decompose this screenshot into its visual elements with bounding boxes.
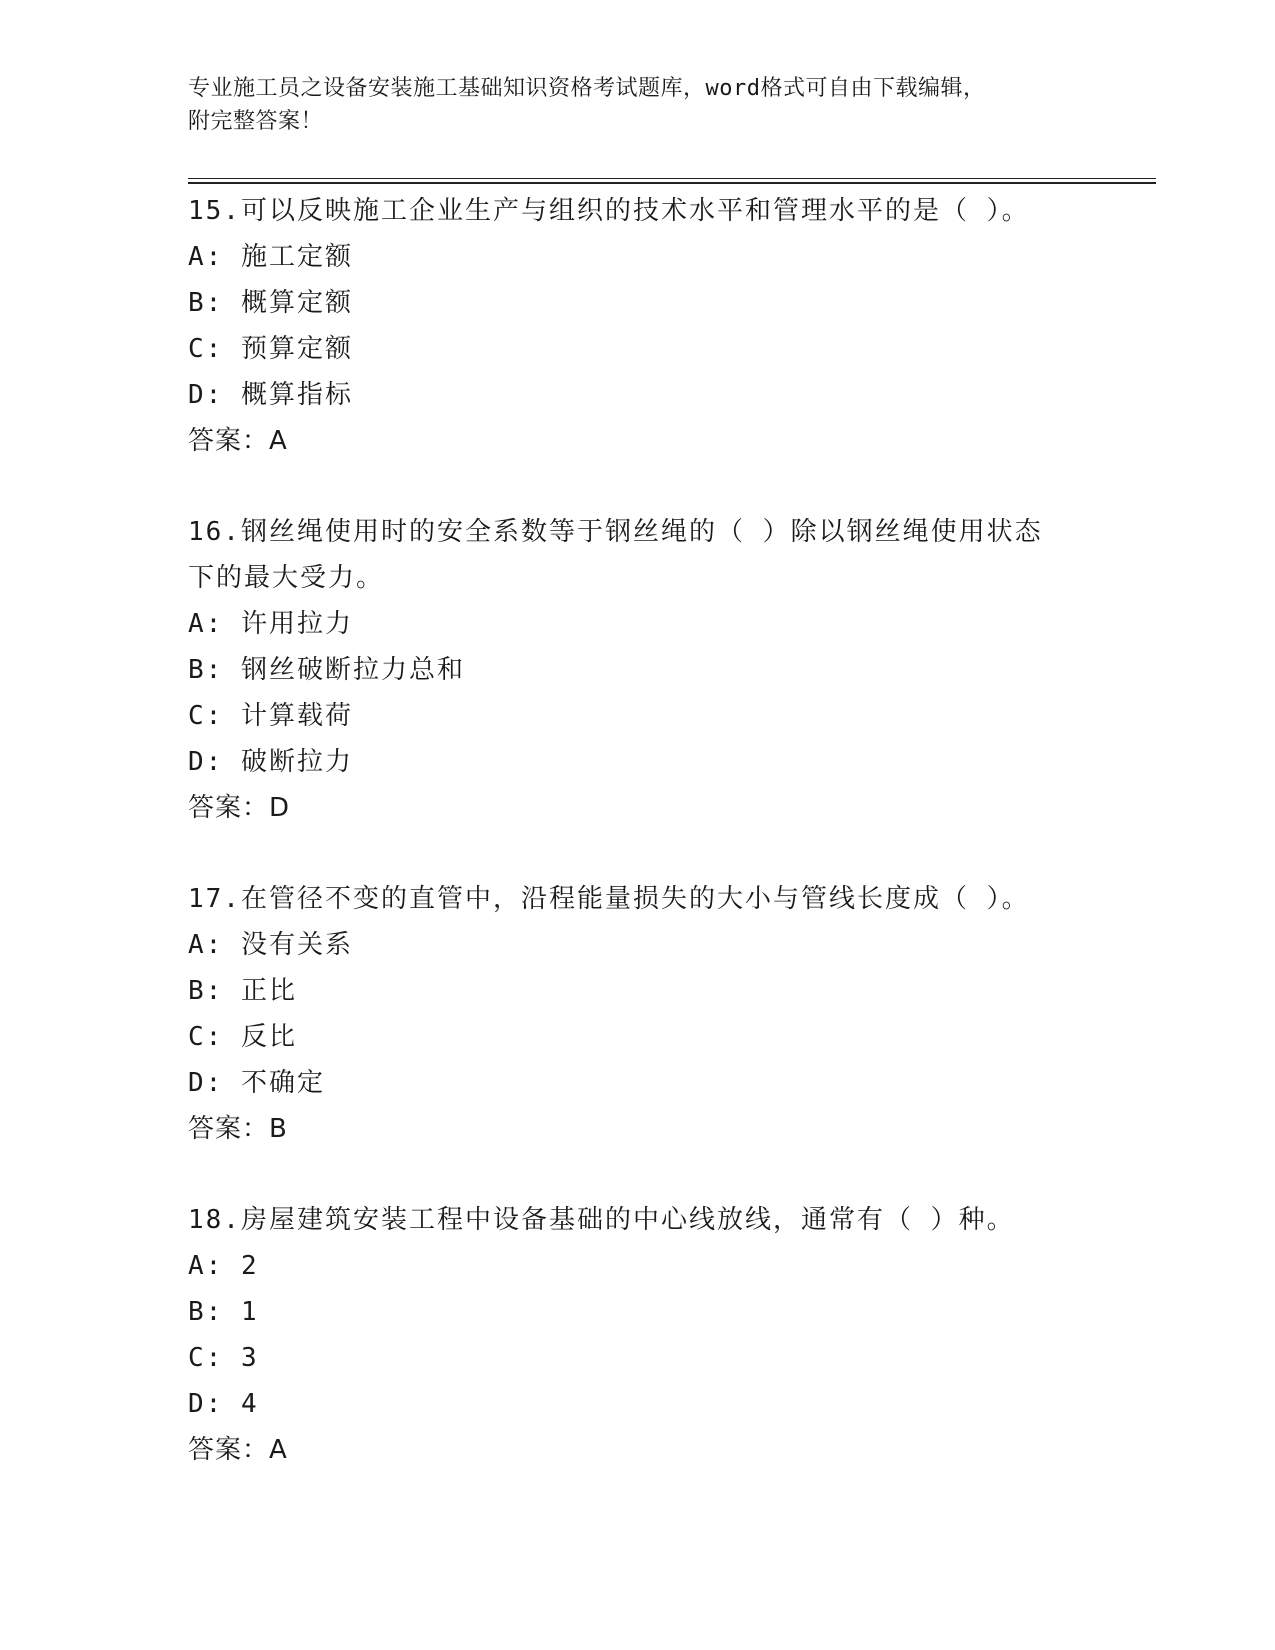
question-list — [188, 188, 1088, 1473]
option-c: C: 计算载荷 — [188, 701, 353, 731]
option-d: D: 不确定 — [188, 1068, 325, 1098]
answer-label: 答案： — [188, 793, 270, 823]
option-d: D: 破断拉力 — [188, 747, 353, 777]
option-a: A: 没有关系 — [188, 930, 353, 960]
question-stem: 18.房屋建筑安装工程中设备基础的中心线放线，通常有（ ）种。 — [188, 1205, 1015, 1235]
answer-value: B — [269, 1114, 288, 1144]
question-15 — [188, 188, 1088, 464]
answer-line — [188, 1106, 1088, 1152]
document-header — [188, 72, 1088, 138]
answer-line — [188, 785, 1088, 831]
option-b: B: 正比 — [188, 976, 297, 1006]
answer-label: 答案： — [188, 1435, 270, 1465]
option-a: A: 施工定额 — [188, 242, 353, 272]
answer-line — [188, 1427, 1088, 1473]
option-b: B: 钢丝破断拉力总和 — [188, 655, 465, 685]
answer-value: A — [269, 1435, 288, 1465]
question-18 — [188, 1197, 1088, 1473]
answer-value: A — [269, 426, 288, 456]
header-line-2: 附完整答案！ — [188, 109, 324, 134]
option-b: B: 概算定额 — [188, 288, 353, 318]
question-stem-line-1: 16.钢丝绳使用时的安全系数等于钢丝绳的（ ）除以钢丝绳使用状态 — [188, 517, 1043, 547]
answer-line — [188, 418, 1088, 464]
option-a: A: 2 — [188, 1251, 259, 1281]
option-a: A: 许用拉力 — [188, 609, 353, 639]
header-divider-thin — [188, 178, 1156, 179]
question-stem: 17.在管径不变的直管中，沿程能量损失的大小与管线长度成（ ）。 — [188, 884, 1030, 914]
header-line-1: 专业施工员之设备安装施工基础知识资格考试题库，word格式可自由下载编辑， — [188, 76, 986, 101]
question-17 — [188, 876, 1088, 1152]
answer-value: D — [269, 793, 291, 823]
answer-label: 答案： — [188, 426, 270, 456]
question-stem: 15.可以反映施工企业生产与组织的技术水平和管理水平的是（ ）。 — [188, 196, 1030, 226]
question-16 — [188, 509, 1088, 831]
option-b: B: 1 — [188, 1297, 259, 1327]
answer-label: 答案： — [188, 1114, 270, 1144]
header-divider-thick — [188, 182, 1156, 184]
option-d: D: 概算指标 — [188, 380, 353, 410]
option-c: C: 预算定额 — [188, 334, 353, 364]
question-stem-line-2: 下的最大受力。 — [188, 563, 385, 593]
option-c: C: 3 — [188, 1343, 259, 1373]
option-c: C: 反比 — [188, 1022, 297, 1052]
option-d: D: 4 — [188, 1389, 259, 1419]
